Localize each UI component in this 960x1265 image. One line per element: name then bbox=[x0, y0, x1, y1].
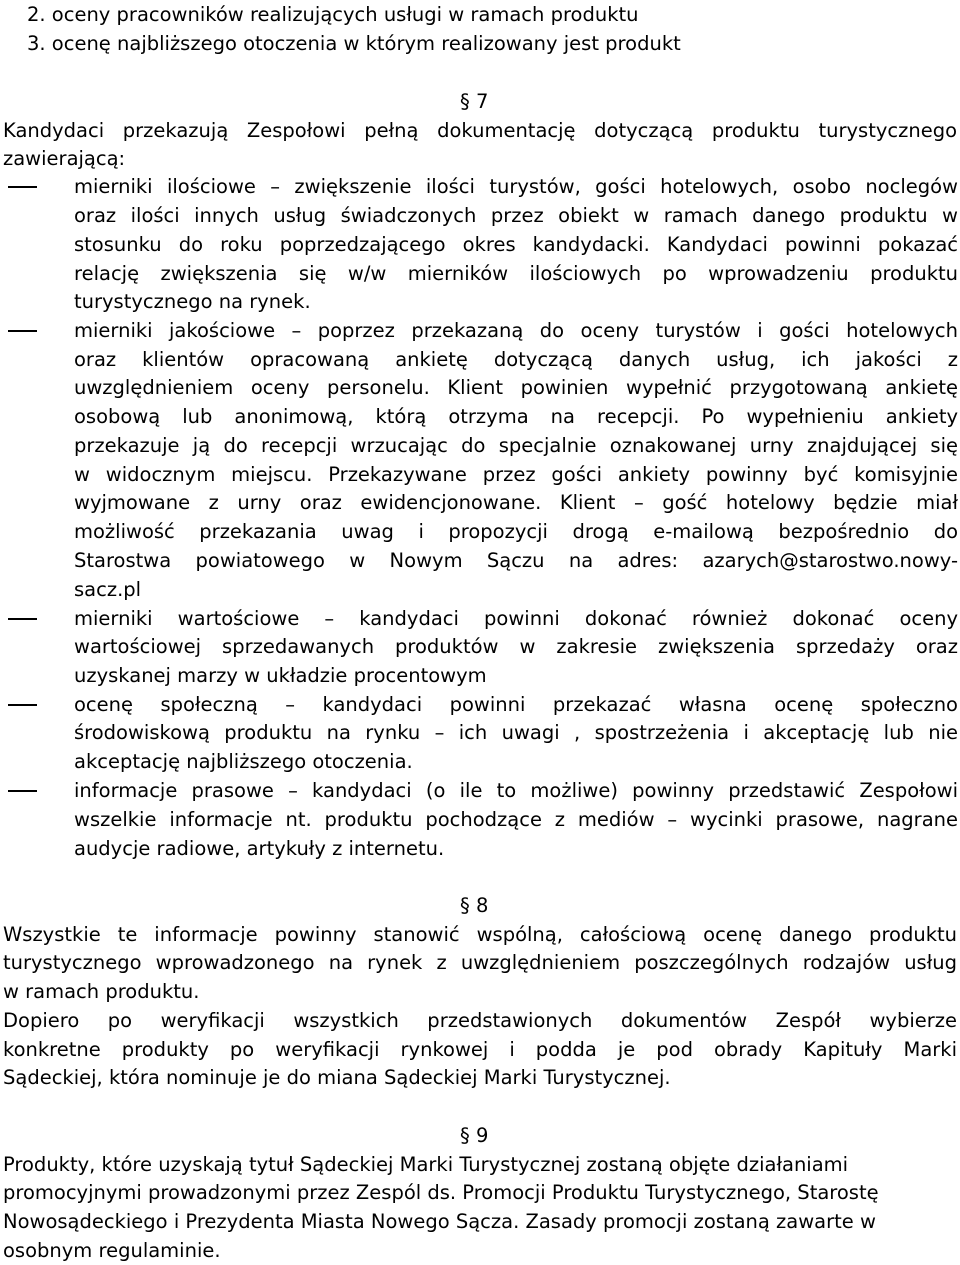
bullet-line: audycje radiowe, artykuły z internetu. bbox=[74, 837, 445, 860]
bullet-line: mierniki jakościowe – poprzez przekazaną do oceny turystów i gości hotelowych bbox=[74, 319, 958, 342]
bullet-line: relację zwiększenia się w/w mierników ilościowych po wprowadzeniu produktu bbox=[74, 262, 958, 285]
bullet-line: wszelkie informacje nt. produktu pochodzące z mediów – wycinki prasowe, nagrane bbox=[74, 808, 958, 831]
bullet-line: środowiskową produktu na rynku – ich uwagi , spostrzeżenia i akceptację lub nie bbox=[74, 721, 958, 744]
paragraph-line: Produkty, które uzyskają tytuł Sądeckiej Marki Turystycznej zostaną objęte działaniami bbox=[3, 1153, 849, 1176]
section-heading-7: § 7 bbox=[460, 90, 489, 113]
section-heading-8: § 8 bbox=[460, 894, 489, 917]
bullet-line: oraz klientów opracowaną ankietę dotyczącą danych usług, ich jakości z bbox=[74, 348, 958, 371]
bullet-line: stosunku do roku poprzedzającego okres kandydacki. Kandydaci powinni pokazać bbox=[74, 233, 958, 256]
paragraph-line: Sądeckiej, która nominuje je do miana Sądeckiej Marki Turystycznej. bbox=[3, 1066, 671, 1089]
bullet-line: mierniki wartościowe – kandydaci powinni dokonać również dokonać oceny bbox=[74, 607, 958, 630]
bullet-line: turystycznego na rynek. bbox=[74, 290, 311, 313]
paragraph-line: konkretne produkty po weryfikacji rynkowej i podda je pod obrady Kapituły Marki bbox=[3, 1038, 957, 1061]
bullet-line: Starostwa powiatowego w Nowym Sączu na adres: azarych@starostwo.nowy- bbox=[74, 549, 958, 572]
bullet-dash bbox=[8, 330, 37, 332]
bullet-line: wartościowej sprzedawanych produktów w zakresie zwiększenia sprzedaży oraz bbox=[74, 635, 958, 658]
bullet-line: wyjmowane z urny oraz ewidencjonowane. Klient – gość hotelowy będzie miał bbox=[74, 491, 958, 514]
paragraph-line: Kandydaci przekazują Zespołowi pełną dokumentację dotyczącą produktu turystycznego bbox=[3, 119, 957, 142]
bullet-line: uwzględnieniem oceny personelu. Klient powinien wypełnić przygotowaną ankietę bbox=[74, 376, 958, 399]
bullet-line: uzyskanej marzy w układzie procentowym bbox=[74, 664, 487, 687]
bullet-line: osobową lub anonimową, którą otrzyma na recepcji. Po wypełnieniu ankiety bbox=[74, 405, 958, 428]
bullet-line: akceptację najbliższego otoczenia. bbox=[74, 750, 413, 773]
list-item-3: 3. ocenę najbliższego otoczenia w którym realizowany jest produkt bbox=[27, 32, 681, 55]
list-item-2: 2. oceny pracowników realizujących usługi w ramach produktu bbox=[27, 3, 639, 26]
bullet-dash bbox=[8, 790, 37, 792]
bullet-dash bbox=[8, 186, 37, 188]
bullet-line: mierniki ilościowe – zwiększenie ilości turystów, gości hotelowych, osobo noclegów bbox=[74, 175, 958, 198]
paragraph-line: zawierającą: bbox=[3, 147, 126, 170]
bullet-line: przekazuje ją do recepcji wrzucając do specjalnie oznakowanej urny znajdującej się bbox=[74, 434, 958, 457]
paragraph-line: Nowosądeckiego i Prezydenta Miasta Nowego Sącza. Zasady promocji zostaną zawarte w bbox=[3, 1210, 876, 1233]
paragraph-line: osobnym regulaminie. bbox=[3, 1239, 221, 1262]
bullet-dash bbox=[8, 618, 37, 620]
bullet-line: w widocznym miejscu. Przekazywane przez gości ankiety powinny być komisyjnie bbox=[74, 463, 958, 486]
bullet-line: ocenę społeczną – kandydaci powinni przekazać własna ocenę społeczno bbox=[74, 693, 958, 716]
paragraph-line: Dopiero po weryfikacji wszystkich przedstawionych dokumentów Zespół wybierze bbox=[3, 1009, 957, 1032]
paragraph-line: Wszystkie te informacje powinny stanowić wspólną, całościową ocenę danego produktu bbox=[3, 923, 957, 946]
paragraph-line: promocyjnymi prowadzonymi przez Zespól ds. Promocji Produktu Turystycznego, Starostę bbox=[3, 1181, 879, 1204]
bullet-line: oraz ilości innych usług świadczonych przez obiekt w ramach danego produktu w bbox=[74, 204, 958, 227]
paragraph-line: w ramach produktu. bbox=[3, 980, 200, 1003]
bullet-dash bbox=[8, 704, 37, 706]
bullet-line: sacz.pl bbox=[74, 578, 142, 601]
bullet-line: możliwość przekazania uwag i propozycji drogą e-mailową bezpośrednio do bbox=[74, 520, 958, 543]
section-heading-9: § 9 bbox=[460, 1124, 489, 1147]
paragraph-line: turystycznego wprowadzonego na rynek z uwzględnieniem poszczególnych rodzajów usług bbox=[3, 951, 957, 974]
bullet-line: informacje prasowe – kandydaci (o ile to możliwe) powinny przedstawić Zespołowi bbox=[74, 779, 958, 802]
